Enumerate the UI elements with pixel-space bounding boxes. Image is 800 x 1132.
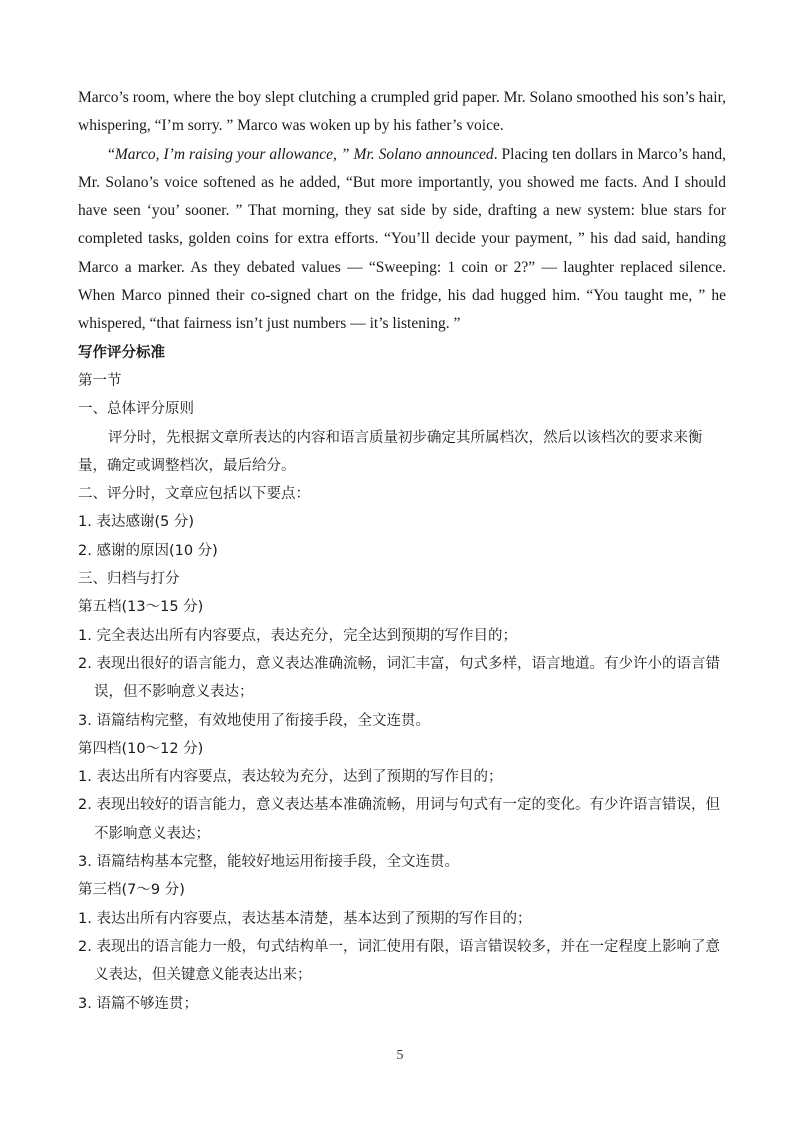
tier-item: 3. 语篇不够连贯； (78, 995, 198, 1012)
section-label: 第一节 (78, 372, 122, 389)
point-item: 1. 表达感谢(5 分) (78, 514, 195, 531)
principle-text: 评分时，先根据文章所表达的内容和语言质量初步确定其所属档次，然后以该档次的要求来衡量，确定或调整档次，最后给分。 (78, 429, 703, 474)
tier-title: 第五档(13～15 分) (78, 599, 204, 616)
tier-item: 1. 表达出所有内容要点，表达较为充分，达到了预期的写作目的； (78, 769, 503, 786)
tier-item: 3. 语篇结构基本完整，能较好地运用衔接手段，全文连贯。 (78, 854, 459, 871)
point-item: 2. 感谢的原因(10 分) (78, 542, 218, 559)
story-paragraph-2-body: . Placing ten dollars in Marco’s hand, Mr. Solano’s voice softened as he added, “But more importantly, you showed me facts. And I should have seen ‘you’ sooner. ” That morning, they sat side by side, drafting a new system: blue stars for completed tasks, golden coins for extra efforts. “You’ll decide your payment, ” his dad said, handing Marco a marker. As they debated values — “Sweeping: 1 coin or 2?” — laughter replaced silence. When Marco pinned their co-signed chart on the fridge, his dad hugged him. “You taught me, ” he whispered, “that fairness isn’t just numbers — it’s listening. ” (78, 145, 726, 333)
story-paragraph-2 (78, 141, 726, 339)
open-quote: “ (108, 145, 115, 163)
tier-item: 2. 表现出很好的语言能力，意义表达准确流畅，词汇丰富，句式多样，语言地道。有少许小的语言错误，但不影响意义表达； (78, 655, 720, 701)
rubric-heading: 写作评分标准 (78, 344, 165, 361)
points-title: 二、评分时，文章应包括以下要点： (78, 486, 310, 503)
tier-item: 2. 表现出的语言能力一般，句式结构单一，词汇使用有限，语言错误较多，并在一定程度上影响了意义表达，但关键意义能表达出来； (78, 938, 720, 984)
tier-item: 1. 表达出所有内容要点，表达基本清楚，基本达到了预期的写作目的； (78, 910, 532, 927)
page-content (78, 84, 726, 1018)
story-paragraph-1: Marco’s room, where the boy slept clutching a crumpled grid paper. Mr. Solano smoothed his son’s hair, whispering, “I’m sorry. ” Marco was woken up by his father’s voice. (78, 89, 726, 135)
tier-item: 3. 语篇结构完整，有效地使用了衔接手段，全文连贯。 (78, 712, 430, 729)
page-number: 5 (396, 1048, 404, 1063)
tier-title: 第三档(7～9 分) (78, 882, 185, 899)
principle-title: 一、总体评分原则 (78, 401, 194, 418)
grading-title: 三、归档与打分 (78, 571, 180, 588)
tier-item: 1. 完全表达出所有内容要点，表达充分，完全达到预期的写作目的； (78, 627, 517, 644)
italic-dialogue: Marco, I’m raising your allowance, ” Mr. Solano announced (114, 145, 494, 163)
tier-title: 第四档(10～12 分) (78, 740, 204, 757)
tier-item: 2. 表现出较好的语言能力，意义表达基本准确流畅，用词与句式有一定的变化。有少许语言错误，但不影响意义表达； (78, 797, 720, 842)
